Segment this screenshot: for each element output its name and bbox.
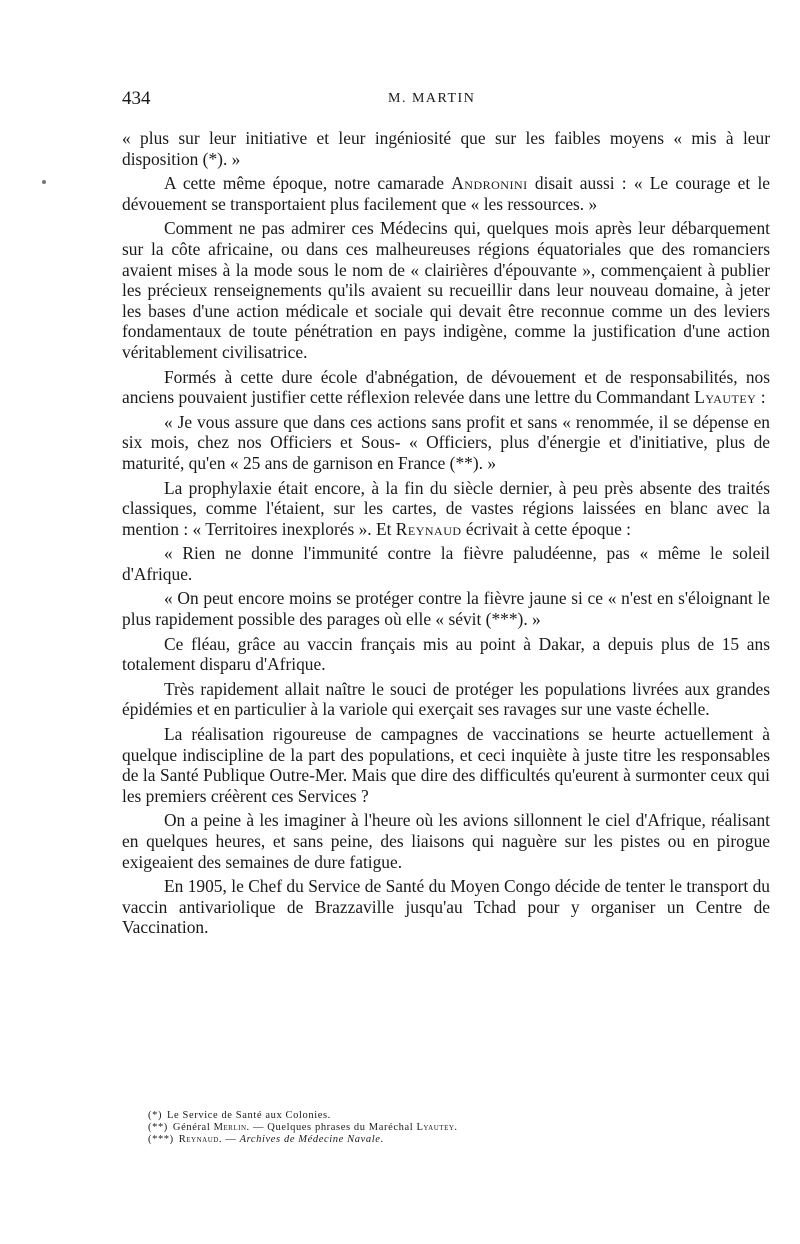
page-header: [122, 88, 738, 114]
footnote-name: Lyautey: [416, 1122, 455, 1133]
page-number: 434: [122, 88, 151, 109]
footnote-journal-title: Archives de Médecine Navale: [239, 1134, 381, 1145]
footnotes: [148, 1110, 648, 1146]
paragraph-13: En 1905, le Chef du Service de Santé du Moyen Congo décide de tenter le transport du vaccin antivariolique de Brazzaville jusqu'au Tchad pour y organiser un Centre de Vaccination.: [122, 876, 770, 938]
footnote-text: . —: [218, 1134, 240, 1145]
quote-reynaud-2: « On peut encore moins se protéger contre la fièvre jaune si ce « n'est en s'éloignant le plus rapidement possible des parages où elle « sévit (***). »: [122, 588, 770, 630]
footnote-1: [148, 1110, 648, 1122]
footnote-mark: (***): [148, 1134, 174, 1145]
paragraph-4-text-b: :: [756, 387, 766, 408]
paragraph-6-text-b: écrivait à cette époque :: [461, 518, 631, 539]
author-name-reynaud: Reynaud: [395, 518, 462, 539]
paragraph-11: La réalisation rigoureuse de campagnes de vaccinations se heurte actuellement à quelque indiscipline de la part des populations, et ceci inquiète à juste titre les responsables de la Santé Publique Outre-Mer. Mais que dire des difficultés qu'eurent à surmonter ceux qui les premiers créèrent ces Services ?: [122, 724, 770, 806]
footnote-text: .: [454, 1122, 458, 1133]
paragraph-4: [122, 367, 770, 408]
paragraph-3: Comment ne pas admirer ces Médecins qui, quelques mois après leur débarquement sur la côte africaine, ou dans ces malheureuses régions équatoriales que des romanciers avaient mises à la mode sous le nom de « clairières d'épouvante », commençaient à publier les précieux renseignements qu'ils avaient su recueillir dans leur nouveau domaine, à jeter les bases d'une action médicale et sociale qui devait être reconnue comme un des leviers fondamentaux de toute pénétration en pays indigène, comme la justification d'une action véritablement civilisatrice.: [122, 218, 770, 362]
footnote-3: [148, 1134, 648, 1146]
author-name-andronini: Andronini: [451, 173, 528, 194]
body-text: [122, 128, 770, 942]
footnote-text: Général: [172, 1122, 214, 1133]
paragraph-12: On a peine à les imaginer à l'heure où les avions sillonnent le ciel d'Afrique, réalisant en quelques heures, et sans peine, des liaisons qui naguère sur les pistes ou en pirogue exigeaient des semaines de dure fatigue.: [122, 810, 770, 872]
footnote-text: . — Quelques phrases du Maréchal: [246, 1122, 417, 1133]
margin-speck: [42, 180, 46, 184]
running-head: M. MARTIN: [388, 91, 476, 106]
footnote-text: .: [380, 1134, 384, 1145]
footnote-text: Le Service de Santé aux Colonies.: [167, 1110, 331, 1121]
paragraph-2-text-a: A cette même époque, notre camarade: [164, 173, 452, 194]
paragraph-2-text-b: disait aussi : « Le courage et le dévouement se transportaient plus facilement que « les ressources. »: [122, 173, 770, 214]
quote-reynaud-1: « Rien ne donne l'immunité contre la fièvre paludéenne, pas « même le soleil d'Afrique.: [122, 543, 770, 584]
footnote-name: Reynaud: [178, 1134, 219, 1145]
quote-lyautey: « Je vous assure que dans ces actions sans profit et sans « renommée, il se dépense en six mois, chez nos Officiers et Sous- « Officiers, plus d'énergie et d'initiative, plus de maturité, qu'en « 25 ans de garnison en France (**). »: [122, 411, 770, 473]
footnote-mark: (*): [148, 1110, 163, 1121]
paragraph-1: « plus sur leur initiative et leur ingéniosité que sur les faibles moyens « mis à leur disposition (*). »: [122, 128, 770, 169]
footnote-2: [148, 1122, 648, 1134]
footnote-name: Merlin: [213, 1122, 247, 1133]
paragraph-4-text-a: Formés à cette dure école d'abnégation, de dévouement et de responsabilités, nos anciens pouvaient justifier cette réflexion relevée dans une lettre du Commandant: [122, 366, 770, 408]
paragraph-9: Ce fléau, grâce au vaccin français mis au point à Dakar, a depuis plus de 15 ans totalement disparu d'Afrique.: [122, 633, 770, 675]
paragraph-6-text-a: La prophylaxie était encore, à la fin du siècle dernier, à peu près absente des traités classiques, comme l'étaient, sur les cartes, de vastes régions laissées en blanc avec la mention : « Territoires inexplorés ». Et: [122, 477, 770, 539]
paragraph-2: [122, 173, 770, 214]
paragraph-6: [122, 478, 770, 540]
footnote-mark: (**): [148, 1122, 168, 1133]
paragraph-10: Très rapidement allait naître le souci de protéger les populations livrées aux grandes épidémies et en particulier à la variole qui exerçait ses ravages sur une vaste échelle.: [122, 678, 770, 720]
author-name-lyautey: Lyautey: [694, 387, 757, 408]
